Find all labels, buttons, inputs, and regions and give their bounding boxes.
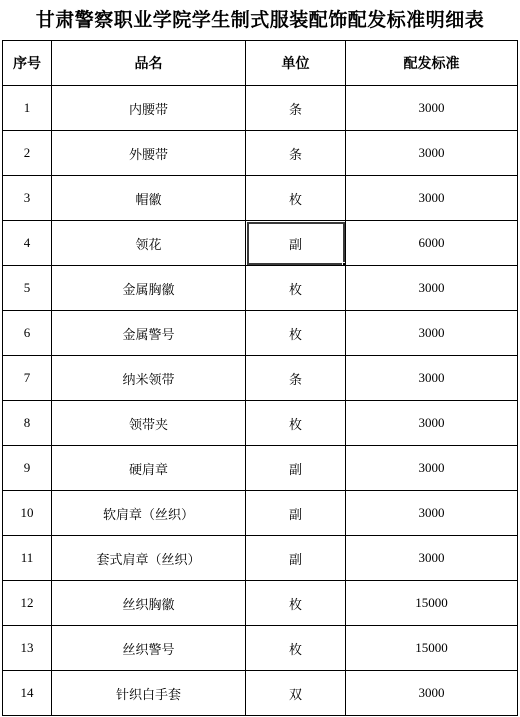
- table-row: [3, 266, 518, 311]
- cell-unit[interactable]: 枚: [246, 311, 346, 356]
- cell-unit[interactable]: 条: [246, 86, 346, 131]
- cell-unit[interactable]: 枚: [246, 266, 346, 311]
- cell-name[interactable]: 领带夹: [52, 401, 246, 446]
- cell-index[interactable]: 7: [3, 356, 52, 401]
- cell-index[interactable]: 1: [3, 86, 52, 131]
- header-standard[interactable]: 配发标准: [346, 41, 518, 86]
- cell-unit[interactable]: 双: [246, 671, 346, 716]
- header-unit[interactable]: 单位: [246, 41, 346, 86]
- cell-name[interactable]: 套式肩章（丝织）: [52, 536, 246, 581]
- cell-index[interactable]: 10: [3, 491, 52, 536]
- cell-standard[interactable]: 3000: [346, 266, 518, 311]
- table-header-row: [3, 41, 518, 86]
- table-row: [3, 221, 518, 266]
- cell-index[interactable]: 12: [3, 581, 52, 626]
- cell-name[interactable]: 针织白手套: [52, 671, 246, 716]
- cell-unit[interactable]: 条: [246, 356, 346, 401]
- table-row: [3, 176, 518, 221]
- cell-name[interactable]: 软肩章（丝织）: [52, 491, 246, 536]
- table-row: [3, 311, 518, 356]
- cell-index[interactable]: 9: [3, 446, 52, 491]
- cell-name[interactable]: 内腰带: [52, 86, 246, 131]
- cell-name[interactable]: 外腰带: [52, 131, 246, 176]
- cell-name[interactable]: 硬肩章: [52, 446, 246, 491]
- cell-index[interactable]: 3: [3, 176, 52, 221]
- standards-table: [2, 40, 518, 716]
- cell-index[interactable]: 2: [3, 131, 52, 176]
- cell-unit[interactable]: 条: [246, 131, 346, 176]
- table-row: [3, 401, 518, 446]
- fill-handle[interactable]: [342, 262, 346, 266]
- table-row: [3, 131, 518, 176]
- cell-index[interactable]: 8: [3, 401, 52, 446]
- cell-unit[interactable]: 副: [246, 446, 346, 491]
- table-row: [3, 86, 518, 131]
- cell-unit[interactable]: 枚: [246, 401, 346, 446]
- cell-standard[interactable]: 3000: [346, 536, 518, 581]
- cell-index[interactable]: 14: [3, 671, 52, 716]
- cell-index[interactable]: 13: [3, 626, 52, 671]
- cell-standard[interactable]: 3000: [346, 131, 518, 176]
- cell-standard[interactable]: 6000: [346, 221, 518, 266]
- cell-index[interactable]: 4: [3, 221, 52, 266]
- cell-standard[interactable]: 3000: [346, 356, 518, 401]
- document-title: 甘肃警察职业学院学生制式服装配饰配发标准明细表: [35, 9, 485, 31]
- cell-standard[interactable]: 3000: [346, 401, 518, 446]
- cell-standard[interactable]: 3000: [346, 671, 518, 716]
- table-row: [3, 536, 518, 581]
- cell-name[interactable]: 纳米领带: [52, 356, 246, 401]
- table-row: [3, 581, 518, 626]
- cell-standard[interactable]: 3000: [346, 176, 518, 221]
- cell-unit[interactable]: 枚: [246, 581, 346, 626]
- cell-name[interactable]: 丝织胸徽: [52, 581, 246, 626]
- table-row: [3, 671, 518, 716]
- cell-standard[interactable]: 3000: [346, 311, 518, 356]
- cell-index[interactable]: 11: [3, 536, 52, 581]
- table-row: [3, 491, 518, 536]
- table-row: [3, 626, 518, 671]
- cell-name[interactable]: 帽徽: [52, 176, 246, 221]
- cell-name[interactable]: 领花: [52, 221, 246, 266]
- cell-standard[interactable]: 3000: [346, 446, 518, 491]
- cell-unit[interactable]: 副: [246, 491, 346, 536]
- cell-unit[interactable]: 副: [246, 536, 346, 581]
- cell-index[interactable]: 5: [3, 266, 52, 311]
- cell-name[interactable]: 丝织警号: [52, 626, 246, 671]
- cell-unit-text: 副: [288, 237, 302, 253]
- cell-name[interactable]: 金属警号: [52, 311, 246, 356]
- cell-standard[interactable]: 15000: [346, 581, 518, 626]
- cell-standard[interactable]: 3000: [346, 86, 518, 131]
- cell-unit[interactable]: 枚: [246, 176, 346, 221]
- cell-unit-selected[interactable]: [246, 221, 346, 266]
- cell-standard[interactable]: 3000: [346, 491, 518, 536]
- cell-index[interactable]: 6: [3, 311, 52, 356]
- cell-name[interactable]: 金属胸徽: [52, 266, 246, 311]
- table-row: [3, 356, 518, 401]
- cell-unit[interactable]: 枚: [246, 626, 346, 671]
- cell-standard[interactable]: 15000: [346, 626, 518, 671]
- header-name[interactable]: 品名: [52, 41, 246, 86]
- table-row: [3, 446, 518, 491]
- header-index[interactable]: 序号: [3, 41, 52, 86]
